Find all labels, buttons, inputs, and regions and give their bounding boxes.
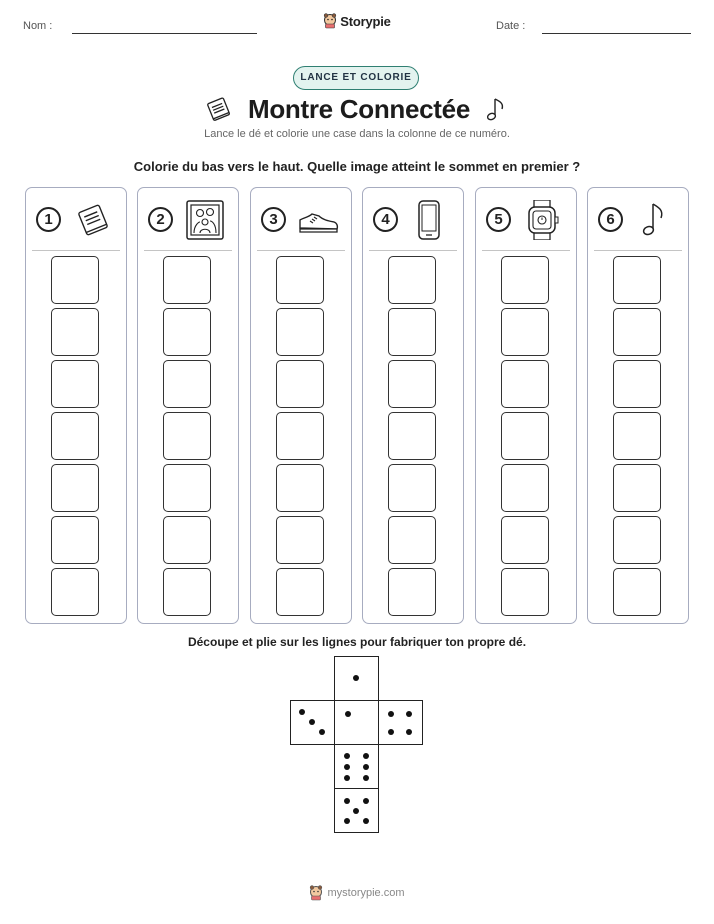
die-face-four bbox=[378, 700, 423, 745]
subtitle: Lance le dé et colorie une case dans la colonne de ce numéro. bbox=[204, 128, 510, 140]
smartwatch-icon bbox=[522, 200, 564, 240]
die-pip bbox=[363, 775, 369, 781]
die-pip bbox=[344, 753, 350, 759]
color-box[interactable] bbox=[51, 516, 99, 564]
color-box[interactable] bbox=[501, 568, 549, 616]
book-icon bbox=[72, 200, 114, 240]
instruction: Colorie du bas vers le haut. Quelle image atteint le sommet en premier ? bbox=[133, 159, 581, 174]
die-pip bbox=[353, 675, 359, 681]
color-box[interactable] bbox=[388, 516, 436, 564]
music-note-icon bbox=[484, 95, 510, 123]
color-box[interactable] bbox=[163, 516, 211, 564]
die-pip bbox=[388, 729, 394, 735]
date-label: Date : bbox=[496, 20, 526, 32]
color-box[interactable] bbox=[163, 464, 211, 512]
color-box[interactable] bbox=[163, 360, 211, 408]
footer bbox=[0, 885, 714, 901]
die-pip bbox=[344, 818, 350, 824]
color-box[interactable] bbox=[613, 308, 661, 356]
footer-url[interactable]: mystorypie.com bbox=[327, 887, 405, 899]
column-3 bbox=[250, 187, 352, 624]
color-box[interactable] bbox=[163, 568, 211, 616]
date-line bbox=[542, 33, 691, 34]
column-number: 6 bbox=[598, 207, 623, 232]
music-note-icon bbox=[634, 200, 676, 240]
column-4 bbox=[362, 187, 464, 624]
color-box[interactable] bbox=[51, 360, 99, 408]
die-pip bbox=[309, 719, 315, 725]
color-box[interactable] bbox=[613, 568, 661, 616]
color-box[interactable] bbox=[276, 412, 324, 460]
storypie-mascot-icon bbox=[309, 885, 323, 901]
die-pip bbox=[319, 729, 325, 735]
color-box[interactable] bbox=[613, 516, 661, 564]
column-number: 1 bbox=[36, 207, 61, 232]
column-6 bbox=[587, 187, 689, 624]
color-box[interactable] bbox=[501, 308, 549, 356]
color-box[interactable] bbox=[276, 308, 324, 356]
family-photo-icon bbox=[184, 200, 226, 240]
color-box[interactable] bbox=[613, 256, 661, 304]
color-box[interactable] bbox=[163, 412, 211, 460]
die-face-one bbox=[334, 656, 379, 701]
color-box[interactable] bbox=[51, 256, 99, 304]
column-divider bbox=[369, 250, 457, 251]
column-number: 3 bbox=[261, 207, 286, 232]
page-title: Montre Connectée bbox=[247, 93, 470, 124]
color-box[interactable] bbox=[276, 568, 324, 616]
color-box[interactable] bbox=[388, 256, 436, 304]
dice-instruction: Découpe et plie sur les lignes pour fabriquer ton propre dé. bbox=[187, 635, 527, 649]
die-pip bbox=[406, 711, 412, 717]
color-box[interactable] bbox=[276, 464, 324, 512]
race-board bbox=[25, 187, 690, 624]
die-pip bbox=[363, 753, 369, 759]
die-pip bbox=[363, 798, 369, 804]
column-divider bbox=[482, 250, 570, 251]
die-pip bbox=[363, 764, 369, 770]
color-box[interactable] bbox=[51, 412, 99, 460]
color-box[interactable] bbox=[613, 412, 661, 460]
die-face-six bbox=[334, 744, 379, 789]
activity-badge: LANCE ET COLORIE bbox=[293, 66, 419, 90]
die-pip bbox=[344, 764, 350, 770]
color-box[interactable] bbox=[51, 568, 99, 616]
color-box[interactable] bbox=[501, 256, 549, 304]
column-1 bbox=[25, 187, 127, 624]
color-box[interactable] bbox=[501, 464, 549, 512]
die-pip bbox=[353, 808, 359, 814]
storypie-mascot-icon bbox=[323, 13, 337, 29]
brand-logo bbox=[0, 13, 714, 29]
name-label: Nom : bbox=[23, 20, 53, 32]
column-2 bbox=[137, 187, 239, 624]
die-face-three bbox=[290, 700, 335, 745]
column-divider bbox=[594, 250, 682, 251]
sneaker-icon bbox=[297, 200, 339, 240]
die-pip bbox=[363, 818, 369, 824]
column-number: 2 bbox=[148, 207, 173, 232]
color-box[interactable] bbox=[613, 360, 661, 408]
book-icon bbox=[204, 96, 234, 122]
color-box[interactable] bbox=[388, 360, 436, 408]
color-box[interactable] bbox=[276, 516, 324, 564]
column-5 bbox=[475, 187, 577, 624]
color-box[interactable] bbox=[388, 568, 436, 616]
color-box[interactable] bbox=[388, 412, 436, 460]
title-row bbox=[0, 92, 714, 126]
color-box[interactable] bbox=[51, 308, 99, 356]
color-box[interactable] bbox=[501, 360, 549, 408]
die-face-one bbox=[334, 700, 379, 745]
die-pip bbox=[345, 711, 351, 717]
die-pip bbox=[406, 729, 412, 735]
die-pip bbox=[299, 709, 305, 715]
color-box[interactable] bbox=[501, 412, 549, 460]
color-box[interactable] bbox=[276, 256, 324, 304]
die-pip bbox=[344, 798, 350, 804]
die-face-five bbox=[334, 788, 379, 833]
column-divider bbox=[257, 250, 345, 251]
column-divider bbox=[32, 250, 120, 251]
name-line bbox=[72, 33, 257, 34]
color-box[interactable] bbox=[276, 360, 324, 408]
column-number: 4 bbox=[373, 207, 398, 232]
color-box[interactable] bbox=[388, 464, 436, 512]
color-box[interactable] bbox=[388, 308, 436, 356]
column-divider bbox=[144, 250, 232, 251]
color-box[interactable] bbox=[51, 464, 99, 512]
color-box[interactable] bbox=[163, 308, 211, 356]
color-box[interactable] bbox=[501, 516, 549, 564]
die-pip bbox=[388, 711, 394, 717]
smartphone-icon bbox=[409, 200, 451, 240]
column-number: 5 bbox=[486, 207, 511, 232]
brand-name: Storypie bbox=[340, 13, 391, 29]
color-box[interactable] bbox=[613, 464, 661, 512]
die-pip bbox=[344, 775, 350, 781]
color-box[interactable] bbox=[163, 256, 211, 304]
